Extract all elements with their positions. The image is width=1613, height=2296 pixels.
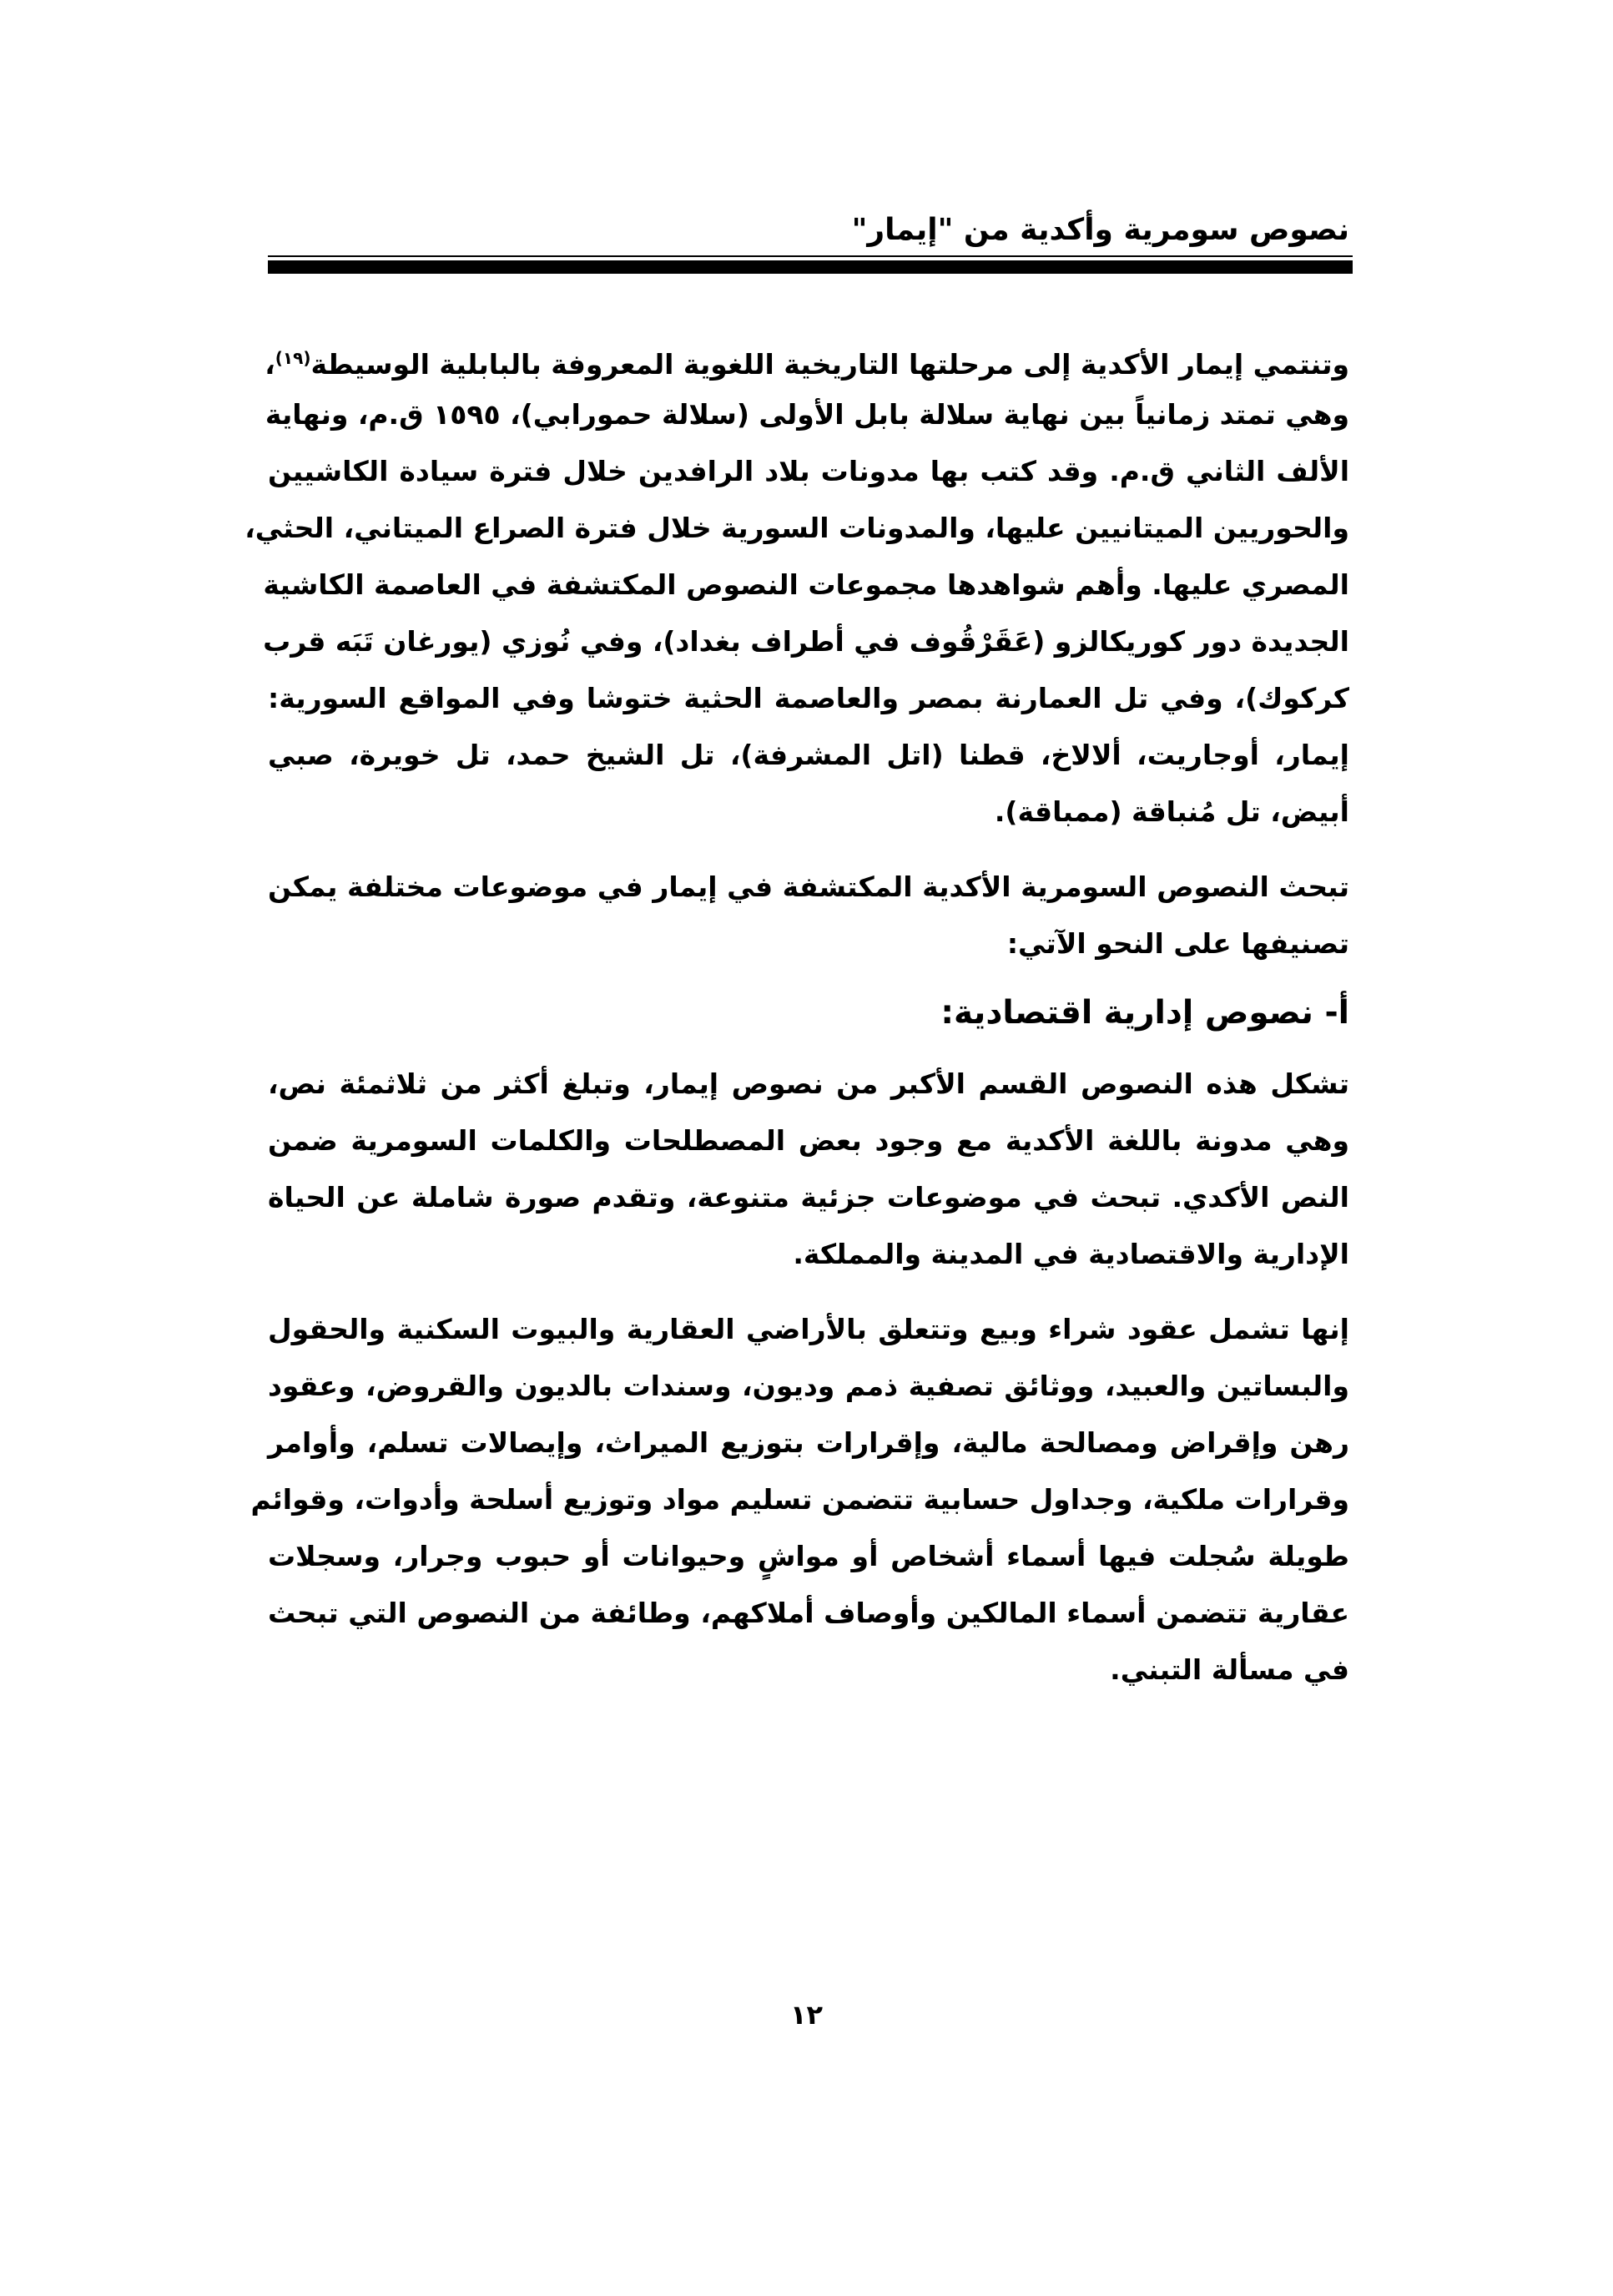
page-number: ١٢ xyxy=(789,1999,824,2031)
text-line: تشكل هذه النصوص القسم الأكبر من نصوص إيمار، وتبلغ أكثر من ثلاثمئة نص، xyxy=(268,1067,1349,1100)
line-text: وتنتمي إيمار الأكدية إلى مرحلتها التاريخية اللغوية المعروفة بالبابلية الوسيطة xyxy=(310,348,1349,381)
text-line: في مسألة التبني. xyxy=(1110,1653,1349,1686)
header-rule xyxy=(268,260,1353,274)
text-line: والحوريين الميتانيين عليها، والمدونات السورية خلال فترة الصراع الميتاني، الحثي، xyxy=(244,512,1349,544)
text-line: الجديدة دور كوريكالزو (عَقَرْقُوف في أطراف بغداد)، وفي نُوزي (يورغان تَبَه قرب xyxy=(263,625,1349,658)
text-line: المصري عليها. وأهم شواهدها مجموعات النصوص المكتشفة في العاصمة الكاشية xyxy=(263,568,1349,601)
running-header-title: نصوص سومرية وأكدية من "إيمار" xyxy=(851,213,1349,247)
text-line: تبحث النصوص السومرية الأكدية المكتشفة في إيمار في موضوعات مختلفة يمكن xyxy=(268,870,1349,903)
text-line: إنها تشمل عقود شراء وبيع وتتعلق بالأراضي العقارية والبيوت السكنية والحقول xyxy=(268,1313,1349,1345)
text-line: الألف الثاني ق.م. وقد كتب بها مدونات بلاد الرافدين خلال فترة سيادة الكاشيين xyxy=(268,455,1349,487)
text-line: رهن وإقراض ومصالحة مالية، وإقرارات بتوزيع الميراث، وإيصالات تسلم، وأوامر xyxy=(268,1426,1349,1459)
text-line: النص الأكدي. تبحث في موضوعات جزئية متنوعة، وتقدم صورة شاملة عن الحياة xyxy=(268,1181,1349,1214)
punctuation: ، xyxy=(265,348,275,381)
footnote-reference[interactable]: (١٩) xyxy=(275,348,311,368)
header-rule-thin xyxy=(268,255,1353,257)
text-line: أبيض، تل مُنباقة (ممباقة). xyxy=(994,795,1349,828)
text-line: طويلة سُجلت فيها أسماء أشخاص أو مواشٍ وحيوانات أو حبوب وجرار، وسجلات xyxy=(268,1540,1349,1572)
paragraph-1 xyxy=(244,330,1349,840)
text-line: والبساتين والعبيد، ووثائق تصفية ذمم وديون، وسندات بالديون والقروض، وعقود xyxy=(268,1370,1349,1402)
text-line: وهي مدونة باللغة الأكدية مع وجود بعض المصطلحات والكلمات السومرية ضمن xyxy=(268,1124,1349,1157)
text-line xyxy=(265,330,1349,386)
paragraph-2 xyxy=(268,859,1349,972)
text-line: الإدارية والاقتصادية في المدينة والمملكة. xyxy=(793,1238,1349,1270)
text-line: تصنيفها على النحو الآتي: xyxy=(1006,927,1349,960)
text-line: إيمار، أوجاريت، ألالاخ، قطنا (اتل المشرفة)، تل الشيخ حمد، تل خويرة، صبي xyxy=(268,739,1349,771)
page-body xyxy=(244,330,1349,1698)
text-line: وقرارات ملكية، وجداول حسابية تتضمن تسليم مواد وتوزيع أسلحة وأدوات، وقوائم xyxy=(250,1483,1349,1516)
text-line: وهي تمتد زمانياً بين نهاية سلالة بابل الأولى (سلالة حمورابي)، ١٥٩٥ ق.م، ونهاية xyxy=(265,398,1349,431)
text-line: كركوك)، وفي تل العمارنة بمصر والعاصمة الحثية ختوشا وفي المواقع السورية: xyxy=(268,682,1349,714)
paragraph-3 xyxy=(268,1056,1349,1283)
section-heading: أ- نصوص إدارية اقتصادية: xyxy=(940,994,1349,1032)
text-line: عقارية تتضمن أسماء المالكين وأوصاف أملاكهم، وطائفة من النصوص التي تبحث xyxy=(268,1597,1349,1629)
paragraph-4 xyxy=(250,1301,1349,1698)
